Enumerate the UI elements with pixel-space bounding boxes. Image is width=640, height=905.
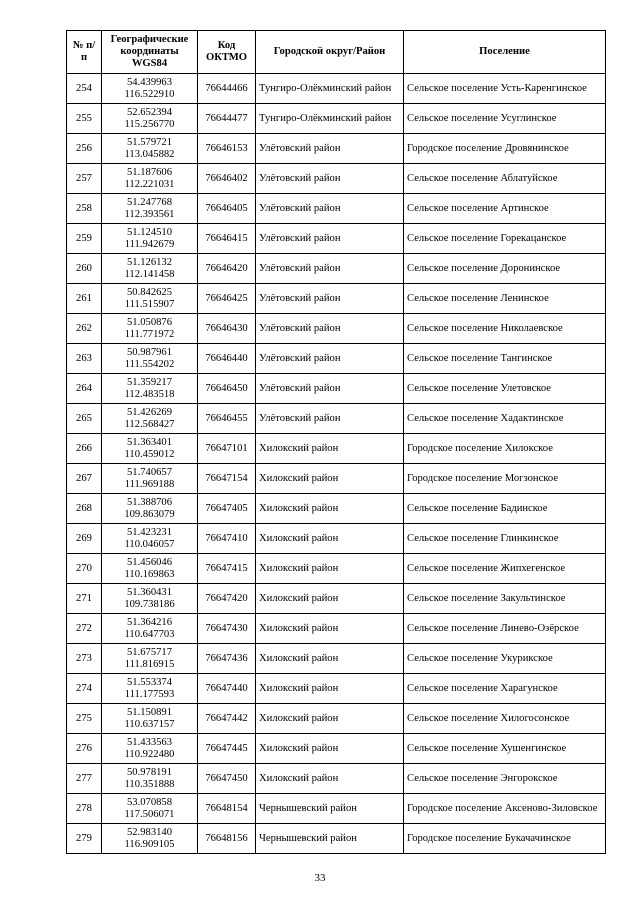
district-name: Улётовский район	[256, 254, 404, 284]
table-row	[67, 794, 606, 824]
row-number: 268	[67, 494, 102, 524]
coordinates-cell	[102, 314, 198, 344]
latitude: 51.740657	[126, 466, 173, 478]
row-number: 263	[67, 344, 102, 374]
latitude: 51.579721	[126, 136, 173, 148]
settlement-name: Сельское поселение Закультинское	[404, 584, 606, 614]
table-row	[67, 764, 606, 794]
coordinates-cell	[102, 614, 198, 644]
settlement-name: Сельское поселение Энгорокское	[404, 764, 606, 794]
table-row	[67, 224, 606, 254]
coordinates-cell	[102, 824, 198, 854]
longitude: 112.221031	[124, 178, 175, 190]
settlement-name: Сельское поселение Усуглинское	[404, 104, 606, 134]
coordinates-cell	[102, 224, 198, 254]
longitude: 111.816915	[124, 658, 175, 670]
settlements-table	[66, 30, 606, 854]
table-row	[67, 134, 606, 164]
oktmo-code: 76647445	[198, 734, 256, 764]
row-number: 254	[67, 74, 102, 104]
latitude: 52.983140	[126, 826, 173, 838]
oktmo-code: 76647430	[198, 614, 256, 644]
settlement-name: Сельское поселение Бадинское	[404, 494, 606, 524]
settlement-name: Городское поселение Хилокское	[404, 434, 606, 464]
oktmo-code: 76648154	[198, 794, 256, 824]
coordinates-cell	[102, 164, 198, 194]
latitude: 51.124510	[126, 226, 173, 238]
oktmo-code: 76646455	[198, 404, 256, 434]
latitude: 51.364216	[126, 616, 173, 628]
oktmo-code: 76647154	[198, 464, 256, 494]
longitude: 111.554202	[124, 358, 175, 370]
latitude: 51.553374	[126, 676, 173, 688]
table-row	[67, 734, 606, 764]
latitude: 51.360431	[126, 586, 173, 598]
page-number: 33	[314, 872, 326, 884]
row-number: 262	[67, 314, 102, 344]
settlement-name: Сельское поселение Хадактинское	[404, 404, 606, 434]
district-name: Улётовский район	[256, 134, 404, 164]
settlement-name: Сельское поселение Улетовское	[404, 374, 606, 404]
coordinates-cell	[102, 74, 198, 104]
latitude: 53.070858	[126, 796, 173, 808]
coordinates-cell	[102, 104, 198, 134]
coordinates-cell	[102, 794, 198, 824]
longitude: 110.169863	[124, 568, 175, 580]
row-number: 257	[67, 164, 102, 194]
coordinates-cell	[102, 374, 198, 404]
oktmo-code: 76647442	[198, 704, 256, 734]
district-name: Улётовский район	[256, 344, 404, 374]
coordinates-cell	[102, 524, 198, 554]
row-number: 269	[67, 524, 102, 554]
longitude: 113.045882	[124, 148, 175, 160]
row-number: 256	[67, 134, 102, 164]
latitude: 51.675717	[126, 646, 173, 658]
table-row	[67, 704, 606, 734]
district-name: Хилокский район	[256, 464, 404, 494]
coordinates-cell	[102, 404, 198, 434]
coordinates-cell	[102, 434, 198, 464]
row-number: 276	[67, 734, 102, 764]
longitude: 110.922480	[124, 748, 175, 760]
table-row	[67, 74, 606, 104]
row-number: 272	[67, 614, 102, 644]
table-row	[67, 614, 606, 644]
latitude: 51.388706	[126, 496, 173, 508]
row-number: 278	[67, 794, 102, 824]
settlement-name: Городское поселение Аксеново-Зиловское	[404, 794, 606, 824]
table-header-row	[67, 31, 606, 74]
district-name: Тунгиро-Олёкминский район	[256, 104, 404, 134]
table-row	[67, 344, 606, 374]
oktmo-code: 76647415	[198, 554, 256, 584]
longitude: 110.046057	[124, 538, 175, 550]
row-number: 271	[67, 584, 102, 614]
latitude: 51.456046	[126, 556, 173, 568]
table-row	[67, 194, 606, 224]
settlement-name: Сельское поселение Глинкинское	[404, 524, 606, 554]
longitude: 112.393561	[124, 208, 175, 220]
longitude: 116.522910	[124, 88, 175, 100]
oktmo-code: 76646405	[198, 194, 256, 224]
oktmo-code: 76644477	[198, 104, 256, 134]
coordinates-cell	[102, 194, 198, 224]
longitude: 109.738186	[124, 598, 175, 610]
longitude: 115.256770	[124, 118, 175, 130]
oktmo-code: 76646425	[198, 284, 256, 314]
latitude: 51.426269	[126, 406, 173, 418]
table-body	[67, 74, 606, 854]
row-number: 267	[67, 464, 102, 494]
district-name: Хилокский район	[256, 494, 404, 524]
table-row	[67, 644, 606, 674]
oktmo-code: 76646415	[198, 224, 256, 254]
coordinates-cell	[102, 764, 198, 794]
longitude: 110.351888	[124, 778, 175, 790]
settlement-name: Сельское поселение Аблатуйское	[404, 164, 606, 194]
latitude: 51.363401	[126, 436, 173, 448]
oktmo-code: 76647450	[198, 764, 256, 794]
row-number: 265	[67, 404, 102, 434]
table-row	[67, 584, 606, 614]
latitude: 52.652394	[126, 106, 173, 118]
row-number: 259	[67, 224, 102, 254]
settlement-name: Сельское поселение Линево-Озёрское	[404, 614, 606, 644]
header-coords: Географические координаты WGS84	[102, 31, 198, 74]
latitude: 51.126132	[126, 256, 173, 268]
header-settlement: Поселение	[404, 31, 606, 74]
latitude: 50.842625	[126, 286, 173, 298]
district-name: Улётовский район	[256, 284, 404, 314]
district-name: Хилокский район	[256, 674, 404, 704]
oktmo-code: 76646420	[198, 254, 256, 284]
district-name: Улётовский район	[256, 404, 404, 434]
longitude: 110.647703	[124, 628, 175, 640]
district-name: Хилокский район	[256, 764, 404, 794]
row-number: 266	[67, 434, 102, 464]
settlement-name: Сельское поселение Хушенгинское	[404, 734, 606, 764]
latitude: 50.987961	[126, 346, 173, 358]
oktmo-code: 76647440	[198, 674, 256, 704]
settlement-name: Сельское поселение Тангинское	[404, 344, 606, 374]
oktmo-code: 76647436	[198, 644, 256, 674]
row-number: 260	[67, 254, 102, 284]
settlement-name: Сельское поселение Жипхегенское	[404, 554, 606, 584]
district-name: Хилокский район	[256, 554, 404, 584]
table-row	[67, 554, 606, 584]
settlement-name: Городское поселение Дровянинское	[404, 134, 606, 164]
oktmo-code: 76647405	[198, 494, 256, 524]
longitude: 112.568427	[124, 418, 175, 430]
table-row	[67, 434, 606, 464]
settlement-name: Сельское поселение Артинское	[404, 194, 606, 224]
row-number: 255	[67, 104, 102, 134]
longitude: 111.969188	[124, 478, 175, 490]
oktmo-code: 76644466	[198, 74, 256, 104]
row-number: 264	[67, 374, 102, 404]
table-row	[67, 164, 606, 194]
latitude: 51.150891	[126, 706, 173, 718]
coordinates-cell	[102, 584, 198, 614]
latitude: 51.050876	[126, 316, 173, 328]
row-number: 273	[67, 644, 102, 674]
oktmo-code: 76646450	[198, 374, 256, 404]
coordinates-cell	[102, 704, 198, 734]
table-row	[67, 404, 606, 434]
latitude: 51.359217	[126, 376, 173, 388]
longitude: 110.637157	[124, 718, 175, 730]
latitude: 51.423231	[126, 526, 173, 538]
district-name: Чернышевский район	[256, 794, 404, 824]
table-row	[67, 824, 606, 854]
latitude: 51.247768	[126, 196, 173, 208]
table-row	[67, 314, 606, 344]
district-name: Улётовский район	[256, 164, 404, 194]
settlement-name: Сельское поселение Доронинское	[404, 254, 606, 284]
district-name: Хилокский район	[256, 644, 404, 674]
settlement-name: Сельское поселение Ленинское	[404, 284, 606, 314]
longitude: 111.515907	[124, 298, 175, 310]
oktmo-code: 76646440	[198, 344, 256, 374]
row-number: 279	[67, 824, 102, 854]
coordinates-cell	[102, 734, 198, 764]
row-number: 277	[67, 764, 102, 794]
oktmo-code: 76647420	[198, 584, 256, 614]
settlement-name: Городское поселение Могзонское	[404, 464, 606, 494]
table-row	[67, 374, 606, 404]
row-number: 274	[67, 674, 102, 704]
district-name: Хилокский район	[256, 524, 404, 554]
settlement-name: Сельское поселение Горекацанское	[404, 224, 606, 254]
district-name: Улётовский район	[256, 374, 404, 404]
coordinates-cell	[102, 284, 198, 314]
header-code: Код ОКТМО	[198, 31, 256, 74]
row-number: 270	[67, 554, 102, 584]
table-row	[67, 494, 606, 524]
longitude: 111.771972	[124, 328, 175, 340]
table-row	[67, 254, 606, 284]
oktmo-code: 76646153	[198, 134, 256, 164]
district-name: Хилокский район	[256, 584, 404, 614]
longitude: 111.177593	[124, 688, 175, 700]
latitude: 54.439963	[126, 76, 173, 88]
district-name: Хилокский район	[256, 434, 404, 464]
settlement-name: Городское поселение Букачачинское	[404, 824, 606, 854]
coordinates-cell	[102, 344, 198, 374]
table-row	[67, 464, 606, 494]
district-name: Хилокский район	[256, 614, 404, 644]
coordinates-cell	[102, 134, 198, 164]
settlement-name: Сельское поселение Хилогосонское	[404, 704, 606, 734]
longitude: 116.909105	[124, 838, 175, 850]
district-name: Хилокский район	[256, 734, 404, 764]
longitude: 111.942679	[124, 238, 175, 250]
oktmo-code: 76647410	[198, 524, 256, 554]
district-name: Улётовский район	[256, 314, 404, 344]
oktmo-code: 76647101	[198, 434, 256, 464]
district-name: Улётовский район	[256, 194, 404, 224]
longitude: 112.483518	[124, 388, 175, 400]
row-number: 261	[67, 284, 102, 314]
coordinates-cell	[102, 674, 198, 704]
table-row	[67, 524, 606, 554]
settlement-name: Сельское поселение Усть-Каренгинское	[404, 74, 606, 104]
district-name: Чернышевский район	[256, 824, 404, 854]
district-name: Хилокский район	[256, 704, 404, 734]
row-number: 275	[67, 704, 102, 734]
coordinates-cell	[102, 554, 198, 584]
table-row	[67, 284, 606, 314]
header-num: № п/п	[67, 31, 102, 74]
longitude: 109.863079	[124, 508, 175, 520]
settlement-name: Сельское поселение Харагунское	[404, 674, 606, 704]
latitude: 51.433563	[126, 736, 173, 748]
latitude: 51.187606	[126, 166, 173, 178]
header-district: Городской округ/Район	[256, 31, 404, 74]
coordinates-cell	[102, 644, 198, 674]
coordinates-cell	[102, 464, 198, 494]
settlement-name: Сельское поселение Николаевское	[404, 314, 606, 344]
coordinates-cell	[102, 254, 198, 284]
oktmo-code: 76646430	[198, 314, 256, 344]
oktmo-code: 76648156	[198, 824, 256, 854]
district-name: Тунгиро-Олёкминский район	[256, 74, 404, 104]
coordinates-cell	[102, 494, 198, 524]
settlement-name: Сельское поселение Укурикское	[404, 644, 606, 674]
document-page	[66, 30, 605, 854]
table-row	[67, 104, 606, 134]
latitude: 50.978191	[126, 766, 173, 778]
longitude: 117.506071	[124, 808, 175, 820]
longitude: 112.141458	[124, 268, 175, 280]
oktmo-code: 76646402	[198, 164, 256, 194]
district-name: Улётовский район	[256, 224, 404, 254]
row-number: 258	[67, 194, 102, 224]
table-row	[67, 674, 606, 704]
longitude: 110.459012	[124, 448, 175, 460]
